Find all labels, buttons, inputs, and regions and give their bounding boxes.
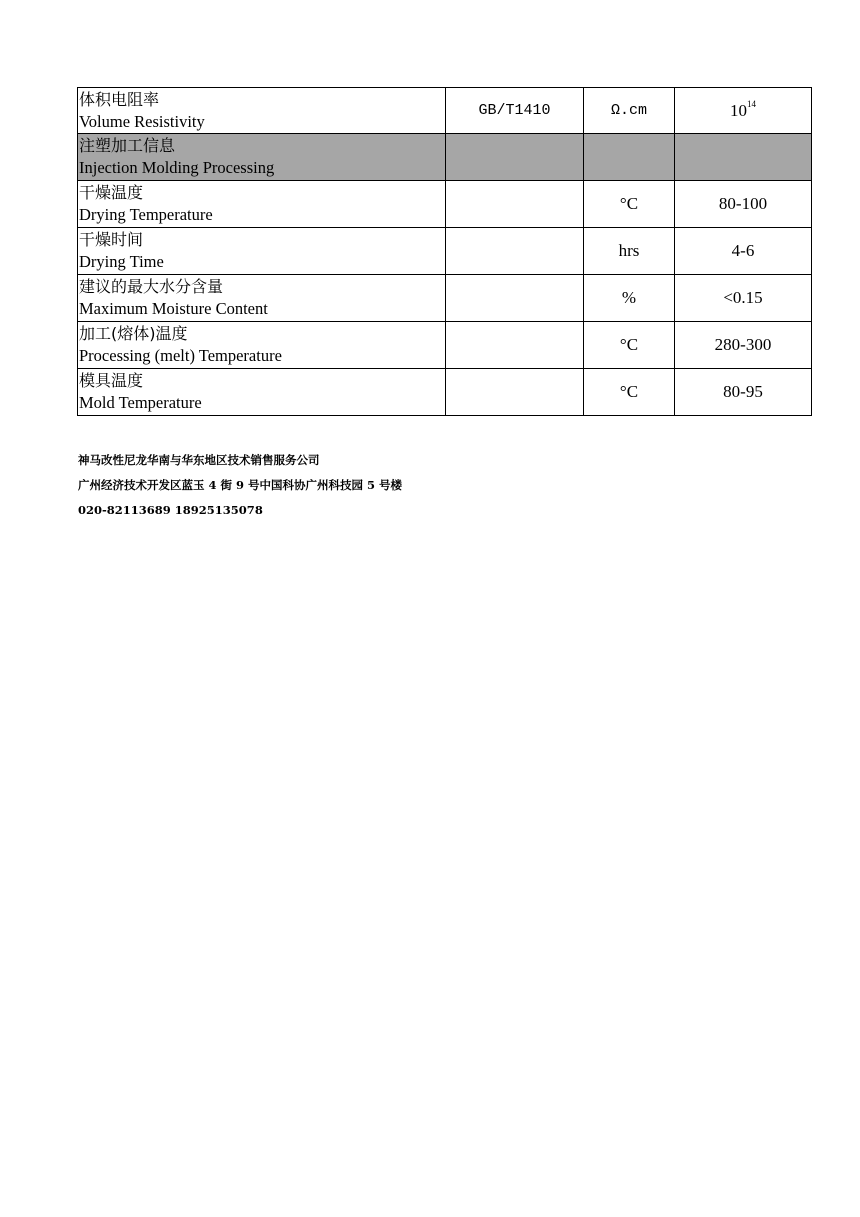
section-title-en: Injection Molding Processing — [79, 158, 275, 177]
test-method-cell — [446, 369, 584, 416]
property-name-zh: 模具温度 — [79, 371, 144, 390]
value-cell — [675, 88, 812, 134]
unit-cell: hrs — [584, 228, 675, 275]
company-address: 广州经济技术开发区蓝玉 4 街 9 号中国科协广州科技园 5 号楼 — [78, 478, 403, 492]
value-cell: 280-300 — [675, 322, 812, 369]
property-name-cell — [78, 275, 446, 322]
table-row — [78, 369, 812, 416]
test-method-cell — [446, 181, 584, 228]
property-name-en: Mold Temperature — [79, 393, 202, 412]
value-cell: 80-100 — [675, 181, 812, 228]
property-name-zh: 体积电阻率 — [79, 89, 160, 109]
property-name-en: Maximum Moisture Content — [79, 299, 268, 318]
test-method-cell — [446, 322, 584, 369]
property-name-zh: 加工(熔体)温度 — [79, 324, 188, 343]
unit-cell: Ω.cm — [584, 88, 675, 134]
value-exponent: 14 — [747, 98, 756, 109]
phone-numbers: 020-82113689 18925135078 — [78, 503, 263, 517]
company-name: 神马改性尼龙华南与华东地区技术销售服务公司 — [78, 453, 320, 467]
test-method-cell: GB/T1410 — [446, 88, 584, 134]
table-row — [78, 322, 812, 369]
property-name-en: Drying Time — [79, 252, 164, 271]
value-cell: 4-6 — [675, 228, 812, 275]
section-title-cell — [78, 134, 446, 181]
property-name-cell — [78, 228, 446, 275]
property-name-en: Processing (melt) Temperature — [79, 346, 282, 365]
section-title-zh: 注塑加工信息 — [79, 136, 176, 155]
section-blank-cell — [446, 134, 584, 181]
property-name-cell — [78, 88, 446, 134]
property-name-zh: 建议的最大水分含量 — [79, 277, 224, 296]
value-cell: 80-95 — [675, 369, 812, 416]
section-blank-cell — [584, 134, 675, 181]
property-name-zh: 干燥温度 — [79, 183, 144, 202]
table-row — [78, 275, 812, 322]
value-cell: <0.15 — [675, 275, 812, 322]
table-row — [78, 228, 812, 275]
test-method-cell — [446, 228, 584, 275]
property-name-cell — [78, 369, 446, 416]
unit-cell: °C — [584, 369, 675, 416]
test-method-cell — [446, 275, 584, 322]
value-base: 10 — [730, 100, 747, 120]
section-blank-cell — [675, 134, 812, 181]
section-row — [78, 134, 812, 181]
unit-cell: °C — [584, 322, 675, 369]
table-row — [78, 181, 812, 228]
table-row — [78, 88, 812, 134]
property-name-en: Drying Temperature — [79, 205, 213, 224]
property-name-cell — [78, 322, 446, 369]
properties-table — [77, 87, 812, 416]
property-name-zh: 干燥时间 — [79, 230, 144, 249]
property-name-en: Volume Resistivity — [79, 111, 205, 131]
unit-cell: % — [584, 275, 675, 322]
contact-footer — [78, 448, 402, 523]
property-name-cell — [78, 181, 446, 228]
unit-cell: °C — [584, 181, 675, 228]
